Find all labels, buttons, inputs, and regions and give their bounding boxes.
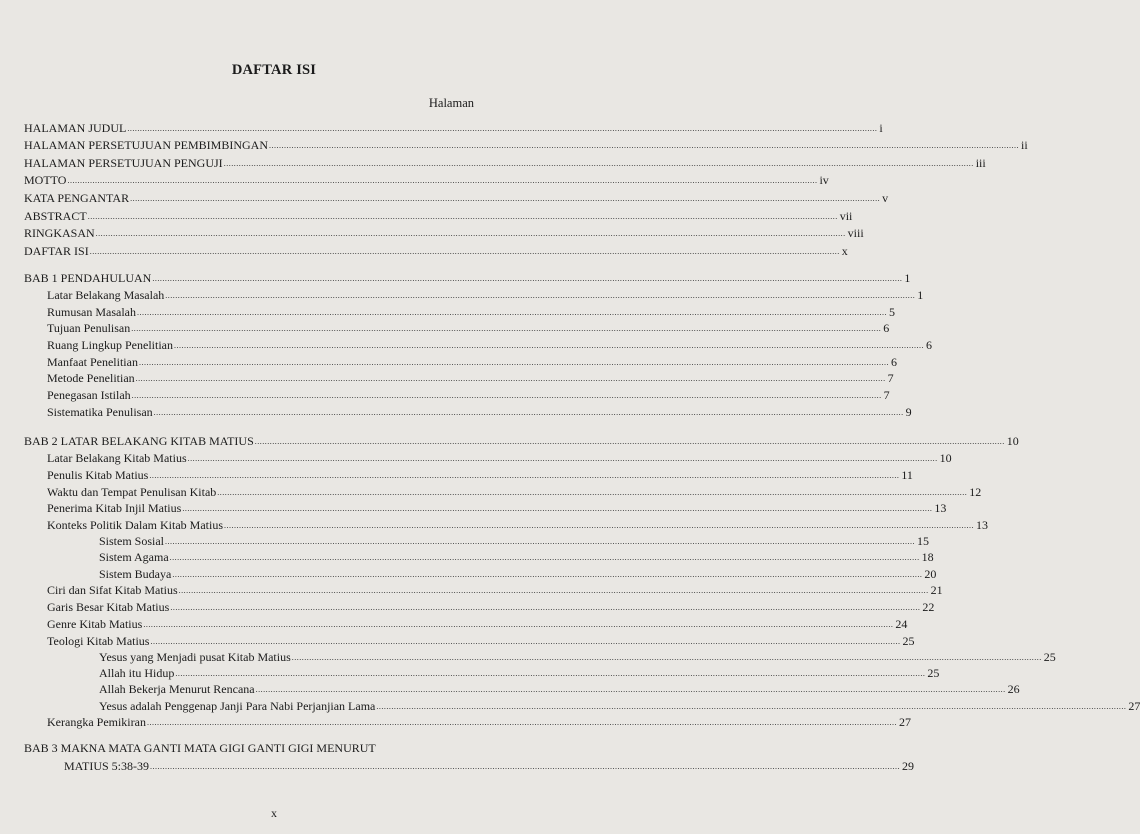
toc-entry-label: Waktu dan Tempat Penulisan Kitab <box>47 484 217 499</box>
toc-page-number: vii <box>839 208 853 223</box>
leader-dots: ............................................................................................................................................................................................................................................................................................................ <box>217 487 968 497</box>
toc-page-number: 1 <box>917 288 924 303</box>
toc-subsection-entry <box>24 564 937 581</box>
toc-page-number: v <box>882 190 889 205</box>
leader-dots: ............................................................................................................................................................................................................................................................................................................ <box>146 718 897 728</box>
toc-entry-label: BAB 2 LATAR BELAKANG KITAB MATIUS <box>24 434 254 449</box>
toc-entry-label: Penulis Kitab Matius <box>47 467 149 482</box>
toc-subsection-entry <box>24 696 1140 713</box>
leader-dots: ............................................................................................................................................................................................................................................................................................................ <box>137 307 887 317</box>
toc-section-entry <box>24 448 952 466</box>
toc-page-number: 9 <box>905 404 912 419</box>
leader-dots: ............................................................................................................................................................................................................................................................................................................ <box>127 123 878 133</box>
footer-page-number: x <box>271 806 277 820</box>
toc-entry-label: MOTTO <box>24 173 67 188</box>
leader-dots: ............................................................................................................................................................................................................................................................................................................ <box>291 652 1042 662</box>
toc-entry-label: Allah itu Hidup <box>99 666 175 681</box>
toc-front-matter-entry <box>24 223 864 241</box>
toc-section-entry <box>24 499 947 516</box>
toc-bab3-entry <box>24 741 915 773</box>
toc-entry-label: Sistem Agama <box>99 550 169 565</box>
toc-entry-label: Ruang Lingkup Penelitian <box>47 338 173 353</box>
toc-entry-label: Penegasan Istilah <box>47 388 131 403</box>
toc-bab3-title-line1: BAB 3 MAKNA MATA GANTI MATA GIGI GANTI GIGI MENURUT <box>24 741 376 755</box>
toc-entry-label: RINGKASAN <box>24 226 95 241</box>
toc-chapter-heading <box>24 268 911 286</box>
leader-dots: ............................................................................................................................................................................................................................................................................................................ <box>131 391 882 401</box>
toc-page-number: 7 <box>883 388 890 403</box>
leader-dots: ............................................................................................................................................................................................................................................................................................................ <box>269 141 1020 151</box>
toc-bab3-title-line2-row <box>24 757 915 773</box>
toc-entry-label: Sistem Sosial <box>99 534 165 549</box>
leader-dots: ............................................................................................................................................................................................................................................................................................................ <box>150 762 901 771</box>
toc-page-number: viii <box>847 226 864 241</box>
leader-dots: ............................................................................................................................................................................................................................................................................................................ <box>178 586 929 596</box>
toc-subsection-entry <box>24 532 930 549</box>
toc-front-matter-entry <box>24 152 986 170</box>
leader-dots: ............................................................................................................................................................................................................................................................................................................ <box>135 374 886 384</box>
leader-dots: ............................................................................................................................................................................................................................................................................................................ <box>150 636 901 646</box>
leader-dots: ............................................................................................................................................................................................................................................................................................................ <box>165 537 916 547</box>
page-column-header: Halaman <box>428 96 474 110</box>
toc-entry-label: HALAMAN PERSETUJUAN PENGUJI <box>24 155 223 170</box>
leader-dots: ............................................................................................................................................................................................................................................................................................................ <box>175 669 926 679</box>
leader-dots: ............................................................................................................................................................................................................................................................................................................ <box>172 569 923 579</box>
toc-page-number: 11 <box>901 467 913 482</box>
toc-entry-label: Yesus yang Menjadi pusat Kitab Matius <box>99 649 291 664</box>
toc-front-matter-entry <box>24 170 829 188</box>
toc-page-number: 6 <box>883 321 890 336</box>
toc-page-number: 25 <box>1043 649 1056 664</box>
leader-dots: ............................................................................................................................................................................................................................................................................................................ <box>173 341 924 351</box>
section-spacer <box>24 258 474 268</box>
table-of-contents <box>24 117 1140 730</box>
toc-subsection-entry <box>24 664 940 681</box>
toc-page-number: 22 <box>922 600 935 615</box>
toc-page-number: 10 <box>939 451 952 466</box>
toc-front-matter-entry <box>24 205 853 223</box>
toc-section-entry <box>24 285 924 303</box>
toc-entry-label: Kerangka Pemikiran <box>47 715 146 730</box>
leader-dots: ............................................................................................................................................................................................................................................................................................................ <box>376 701 1127 711</box>
toc-page-number: 5 <box>889 304 895 319</box>
toc-entry-label: Teologi Kitab Matius <box>47 633 150 648</box>
leader-dots: ............................................................................................................................................................................................................................................................................................................ <box>143 619 894 629</box>
toc-page-number: 6 <box>925 338 932 353</box>
toc-page-number: 13 <box>934 501 947 516</box>
leader-dots: ............................................................................................................................................................................................................................................................................................................ <box>254 437 1005 447</box>
toc-subsection-entry <box>24 548 934 565</box>
toc-page-number: 26 <box>1007 682 1020 697</box>
page-title: DAFTAR ISI <box>231 62 317 78</box>
toc-entry-label: Yesus adalah Penggenap Janji Para Nabi Perjanjian Lama <box>99 698 376 713</box>
toc-subsection-entry <box>24 680 1020 697</box>
toc-page-number: 20 <box>924 566 937 581</box>
toc-front-matter-entry <box>24 187 889 205</box>
toc-section-entry <box>24 319 890 336</box>
toc-page-number: 18 <box>921 550 934 565</box>
toc-section-entry <box>24 713 911 730</box>
leader-dots: ............................................................................................................................................................................................................................................................................................................ <box>87 211 838 221</box>
toc-page-number: iv <box>819 173 829 188</box>
leader-dots: ............................................................................................................................................................................................................................................................................................................ <box>95 229 846 239</box>
toc-page-number: 15 <box>917 534 930 549</box>
toc-page-number: 21 <box>930 583 943 598</box>
toc-entry-label: Rumusan Masalah <box>47 304 136 319</box>
leader-dots: ............................................................................................................................................................................................................................................................................................................ <box>130 193 881 203</box>
toc-entry-label: DAFTAR ISI <box>24 243 89 258</box>
toc-entry-label: KATA PENGANTAR <box>24 190 130 205</box>
leader-dots: ............................................................................................................................................................................................................................................................................................................ <box>169 553 920 563</box>
toc-section-entry <box>24 515 988 532</box>
toc-page-number: 10 <box>1006 434 1019 449</box>
toc-page-number: x <box>841 243 848 258</box>
leader-dots: ............................................................................................................................................................................................................................................................................................................ <box>187 454 938 464</box>
toc-page-number: 27 <box>1128 698 1140 713</box>
leader-dots: ............................................................................................................................................................................................................................................................................................................ <box>224 520 974 530</box>
leader-dots: ............................................................................................................................................................................................................................................................................................................ <box>152 274 903 284</box>
leader-dots: ............................................................................................................................................................................................................................................................................................................ <box>89 246 840 256</box>
toc-front-matter-entry <box>24 117 883 135</box>
toc-entry-label: Konteks Politik Dalam Kitab Matius <box>47 517 223 532</box>
toc-page-number: 6 <box>890 354 897 369</box>
leader-dots: ............................................................................................................................................................................................................................................................................................................ <box>153 407 904 417</box>
toc-entry-label: Metode Penelitian <box>47 371 135 386</box>
leader-dots: ............................................................................................................................................................................................................................................................................................................ <box>138 357 889 367</box>
leader-dots: ............................................................................................................................................................................................................................................................................................................ <box>67 176 818 186</box>
toc-section-entry <box>24 385 890 403</box>
toc-page-number: 25 <box>927 666 940 681</box>
section-spacer <box>24 419 474 431</box>
toc-section-entry <box>24 465 913 482</box>
toc-section-entry <box>24 581 943 598</box>
toc-page-number: iii <box>975 155 986 170</box>
toc-chapter-heading <box>24 431 1019 449</box>
toc-entry-label: HALAMAN PERSETUJUAN PEMBIMBINGAN <box>24 138 269 153</box>
leader-dots: ............................................................................................................................................................................................................................................................................................................ <box>149 470 900 480</box>
leader-dots: ............................................................................................................................................................................................................................................................................................................ <box>223 158 974 168</box>
toc-section-entry <box>24 402 912 419</box>
toc-section-entry <box>24 482 982 499</box>
toc-entry-label: Garis Besar Kitab Matius <box>47 600 170 615</box>
toc-section-entry <box>24 352 897 369</box>
toc-entry-label: Tujuan Penulisan <box>47 321 131 336</box>
toc-page-number: 27 <box>898 715 911 730</box>
toc-subsection-entry <box>24 648 1056 664</box>
leader-dots: ............................................................................................................................................................................................................................................................................................................ <box>131 324 882 334</box>
toc-entry-label: Latar Belakang Masalah <box>47 288 165 303</box>
toc-section-entry <box>24 369 894 386</box>
toc-section-entry <box>24 335 932 353</box>
toc-page-number: 25 <box>902 633 915 648</box>
toc-page-number: ii <box>1021 138 1028 153</box>
toc-entry-label: Penerima Kitab Injil Matius <box>47 501 182 516</box>
toc-page-number: 29 <box>902 759 915 773</box>
toc-page-number: i <box>879 120 883 135</box>
toc-page-number: 7 <box>887 371 894 386</box>
toc-entry-label: Sistematika Penulisan <box>47 404 153 419</box>
toc-front-matter-entry <box>24 240 848 258</box>
toc-section-entry <box>24 302 895 319</box>
toc-section-entry <box>24 597 935 615</box>
toc-entry-label: HALAMAN JUDUL <box>24 120 127 135</box>
leader-dots: ............................................................................................................................................................................................................................................................................................................ <box>165 291 916 301</box>
toc-entry-label: Allah Bekerja Menurut Rencana <box>99 682 255 697</box>
toc-entry-label: Sistem Budaya <box>99 566 172 581</box>
toc-section-entry <box>24 614 908 631</box>
toc-section-entry <box>24 631 915 648</box>
toc-page-number: 1 <box>904 271 911 286</box>
toc-entry-label: Ciri dan Sifat Kitab Matius <box>47 583 178 598</box>
leader-dots: ............................................................................................................................................................................................................................................................................................................ <box>170 603 921 613</box>
toc-page-number: 24 <box>895 616 908 631</box>
leader-dots: ............................................................................................................................................................................................................................................................................................................ <box>182 504 933 514</box>
toc-entry-label: ABSTRACT <box>24 208 87 223</box>
toc-bab3-title-line2: MATIUS 5:38-39 <box>64 759 150 773</box>
toc-entry-label: Latar Belakang Kitab Matius <box>47 451 187 466</box>
toc-entry-label: Genre Kitab Matius <box>47 616 143 631</box>
toc-page-number: 13 <box>976 517 988 532</box>
toc-front-matter-entry <box>24 135 1028 153</box>
toc-entry-label: Manfaat Penelitian <box>47 354 138 369</box>
toc-page-number: 12 <box>969 484 982 499</box>
toc-entry-label: BAB 1 PENDAHULUAN <box>24 271 152 286</box>
leader-dots: ............................................................................................................................................................................................................................................................................................................ <box>255 685 1006 695</box>
